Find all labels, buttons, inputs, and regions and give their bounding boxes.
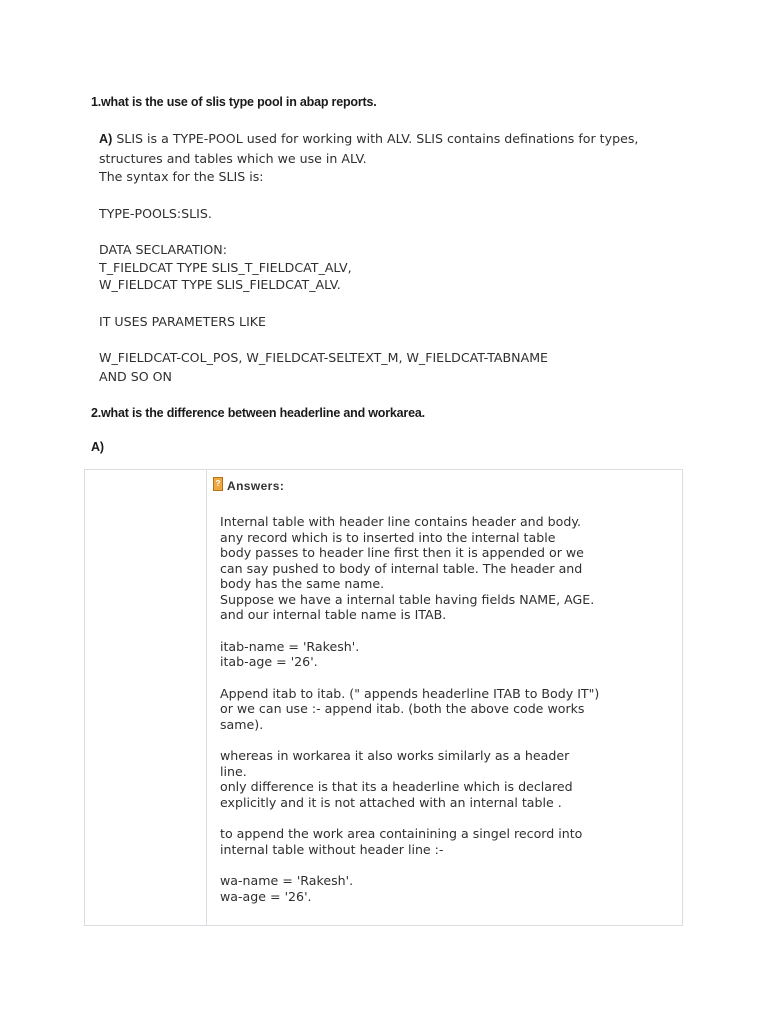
answer-2-line: explicitly and it is not attached with an internal table . bbox=[220, 795, 562, 810]
answer-2-line: wa-name = 'Rakesh'. bbox=[220, 873, 354, 888]
answer-2-line: itab-age = '26'. bbox=[220, 654, 318, 669]
question-mark-icon: ? bbox=[213, 477, 223, 491]
answer-2-line: body passes to header line first then it is appended or we bbox=[220, 545, 584, 560]
answer-2-line: body has the same name. bbox=[220, 576, 385, 591]
answer-2-line: only difference is that its a headerline which is declared bbox=[220, 779, 573, 794]
answer-1-line: structures and tables which we use in ALV. bbox=[99, 151, 367, 166]
answer-2-line: Append itab to itab. (" appends headerline ITAB to Body IT") bbox=[220, 686, 600, 701]
answer-2-line: internal table without header line :- bbox=[220, 842, 444, 857]
answer-2-line: whereas in workarea it also works similarly as a header bbox=[220, 748, 570, 763]
answer-2-line: any record which is to inserted into the internal table bbox=[220, 530, 556, 545]
answer-1-line: W_FIELDCAT TYPE SLIS_FIELDCAT_ALV. bbox=[99, 277, 341, 292]
answer-1-first-line bbox=[99, 131, 638, 146]
answer-2-line: or we can use :- append itab. (both the above code works bbox=[220, 701, 585, 716]
answer-1-marker: A) bbox=[99, 132, 113, 146]
answer-2-line: can say pushed to body of internal table. The header and bbox=[220, 561, 583, 576]
answer-2-line: same). bbox=[220, 717, 264, 732]
answer-2-line: wa-age = '26'. bbox=[220, 889, 312, 904]
answer-2-marker: A) bbox=[91, 440, 104, 454]
answer-1-line: The syntax for the SLIS is: bbox=[99, 169, 264, 184]
answers-label: Answers: bbox=[227, 479, 285, 493]
answer-2-line: to append the work area containining a singel record into bbox=[220, 826, 583, 841]
answer-1-line: W_FIELDCAT-COL_POS, W_FIELDCAT-SELTEXT_M, W_FIELDCAT-TABNAME bbox=[99, 350, 549, 365]
answer-1-line: T_FIELDCAT TYPE SLIS_T_FIELDCAT_ALV, bbox=[99, 260, 352, 275]
answer-1-line: IT USES PARAMETERS LIKE bbox=[99, 314, 267, 329]
answer-1-line: AND SO ON bbox=[99, 369, 172, 384]
box-column-divider bbox=[206, 470, 207, 925]
answer-2-line: line. bbox=[220, 764, 247, 779]
answer-1-text: SLIS is a TYPE-POOL used for working with ALV. SLIS contains definations for types, bbox=[116, 131, 639, 146]
answer-1-line: DATA SECLARATION: bbox=[99, 242, 227, 257]
answer-1-line: TYPE-POOLS:SLIS. bbox=[99, 206, 212, 221]
answer-2-line: Suppose we have a internal table having fields NAME, AGE. bbox=[220, 592, 595, 607]
question-1-title: 1.what is the use of slis type pool in abap reports. bbox=[91, 95, 377, 109]
question-2-title: 2.what is the difference between headerline and workarea. bbox=[91, 406, 425, 420]
answer-2-line: itab-name = 'Rakesh'. bbox=[220, 639, 360, 654]
answer-2-line: Internal table with header line contains header and body. bbox=[220, 514, 581, 529]
answers-box bbox=[84, 469, 683, 926]
answer-2-line: and our internal table name is ITAB. bbox=[220, 607, 447, 622]
